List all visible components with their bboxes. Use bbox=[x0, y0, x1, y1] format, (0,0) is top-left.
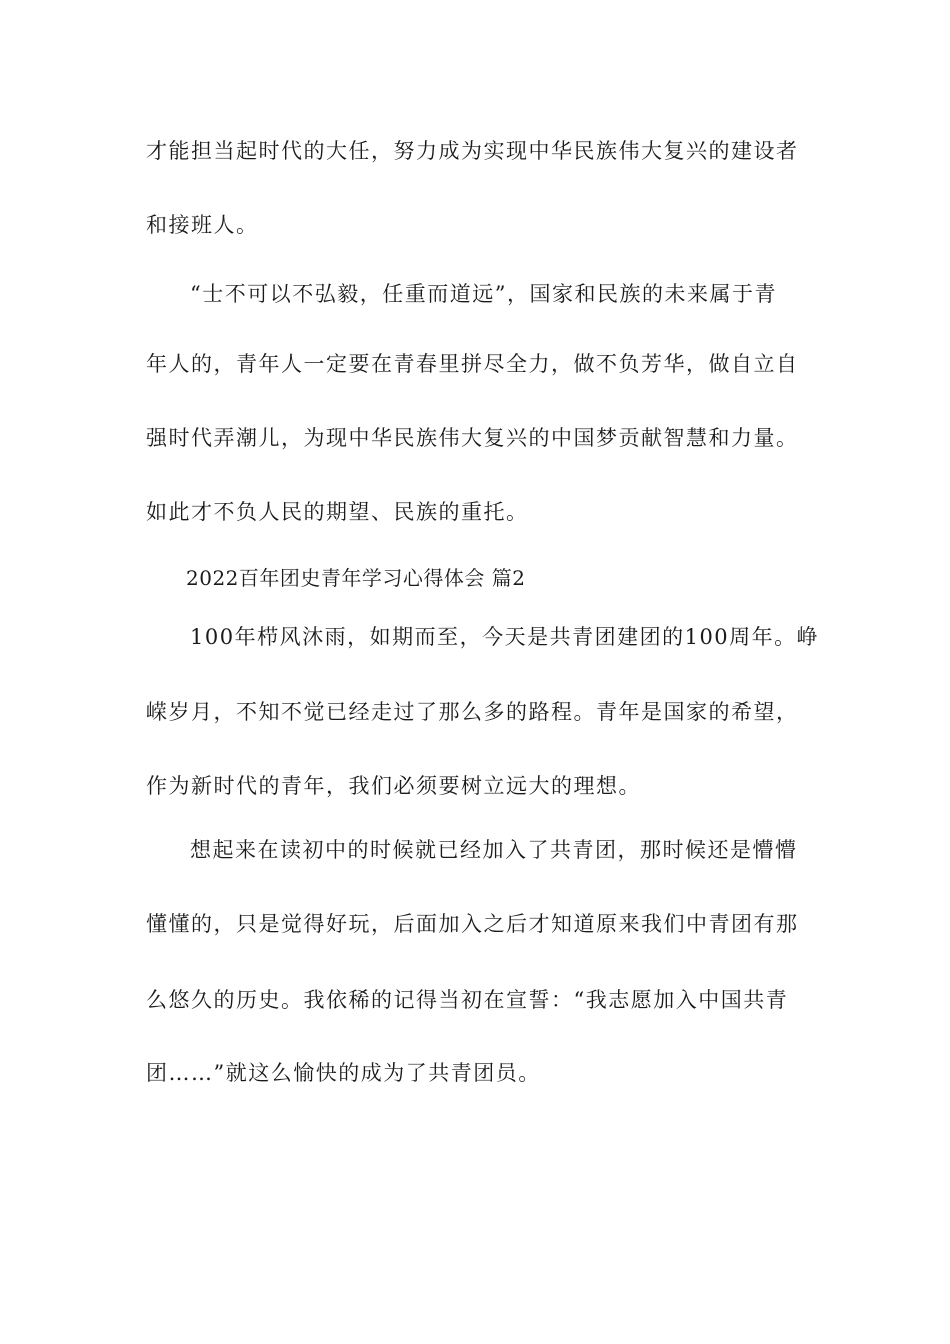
paragraph-2-line-1: “士不可以不弘毅，任重而道远”，国家和民族的未来属于青 bbox=[190, 282, 777, 306]
section-heading: 2022百年团史青年学习心得体会 篇2 bbox=[186, 566, 526, 590]
paragraph-4-line-1: 想起来在读初中的时候就已经加入了共青团，那时候还是懵懵 bbox=[190, 838, 798, 862]
paragraph-4-line-2: 懂懂的，只是觉得好玩，后面加入之后才知道原来我们中青团有那 bbox=[146, 912, 799, 936]
paragraph-3-line-2: 嵘岁月，不知不觉已经走过了那么多的路程。青年是国家的希望， bbox=[146, 700, 799, 724]
paragraph-2-line-3: 强时代弄潮儿，为现中华民族伟大复兴的中国梦贡献智慧和力量。 bbox=[146, 426, 799, 450]
paragraph-3-line-3: 作为新时代的青年，我们必须要树立远大的理想。 bbox=[146, 774, 641, 798]
paragraph-1-line-2: 和接班人。 bbox=[146, 213, 259, 237]
paragraph-3-line-1: 100年栉风沐雨，如期而至，今天是共青团建团的100周年。峥 bbox=[190, 625, 820, 649]
paragraph-1-line-1: 才能担当起时代的大任，努力成为实现中华民族伟大复兴的建设者 bbox=[146, 139, 799, 163]
paragraph-4-line-4: 团……”就这么愉快的成为了共青团员。 bbox=[146, 1061, 541, 1085]
paragraph-2-line-2: 年人的，青年人一定要在青春里拼尽全力，做不负芳华，做自立自 bbox=[146, 352, 799, 376]
paragraph-2-line-4: 如此才不负人民的期望、民族的重托。 bbox=[146, 500, 529, 524]
paragraph-4-line-3: 么悠久的历史。我依稀的记得当初在宣誓：“我志愿加入中国共青 bbox=[146, 988, 789, 1012]
